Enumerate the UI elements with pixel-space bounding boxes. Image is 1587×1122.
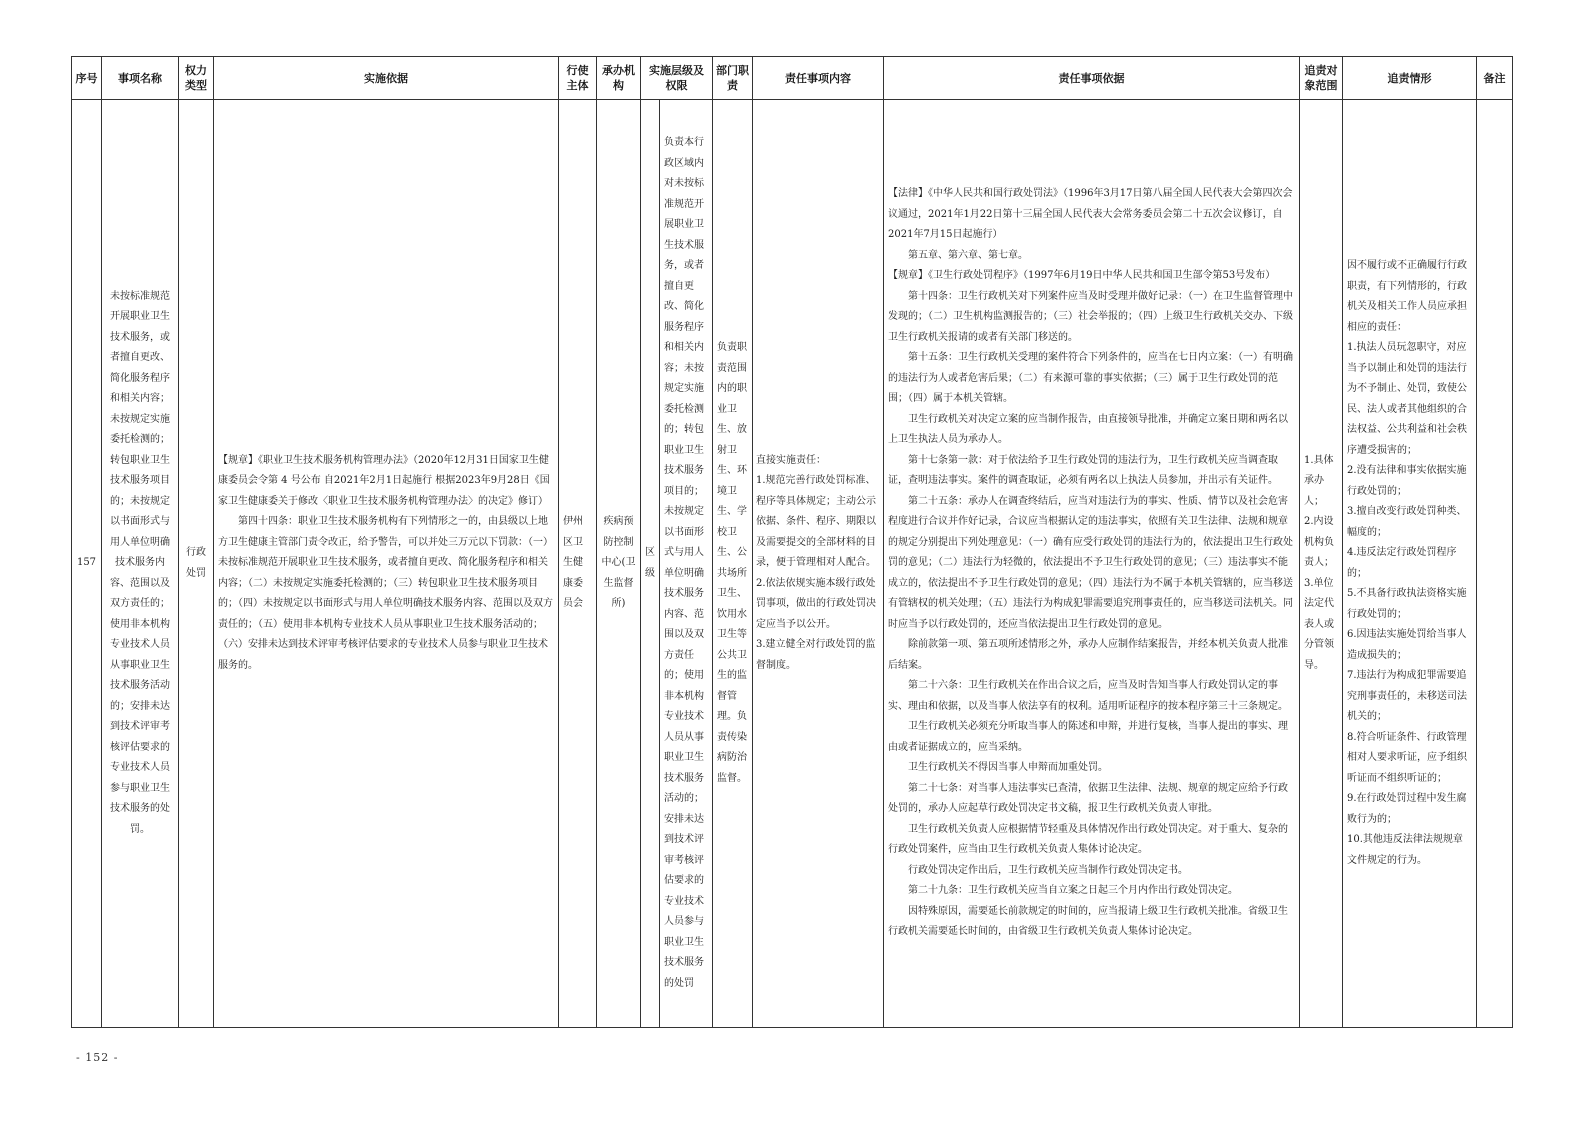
cell-basis bbox=[214, 100, 559, 1028]
resp-basis-art26-b: 卫生行政机关必须充分听取当事人的陈述和申辩，并进行复核，当事人提出的事实、理由或者证据成立的，应当采纳。 bbox=[888, 721, 1288, 753]
basis-article: 第四十四条：职业卫生技术服务机构有下列情形之一的，由县级以上地方卫生健康主管部门责令改正，给予警告，可以并处三万元以下罚款：（一）未按标准规范开展职业卫生技术服务，或者擅自更改、简化服务程序和相关内容；（二）未按规定实施委托检测的；（三）转包职业卫生技术服务项目的；（四）未按规定以书面形式与用人单位明确技术服务内容、范围以及双方责任的；（五）使用非本机构专业技术人员从事职业卫生技术服务活动的；（六）安排未达到技术评审考核评估要求的专业技术人员参与职业卫生技术服务的。 bbox=[218, 516, 553, 671]
cell-dept-duty: 负责职责范围内的职业卫生、放射卫生、环境卫生、学校卫生、公共场所卫生、饮用水卫生等公共卫生的监督管理。负责传染病防治监督。 bbox=[713, 100, 753, 1028]
cell-seq: 157 bbox=[72, 100, 102, 1028]
header-subject: 行使主体 bbox=[559, 57, 597, 100]
resp-basis-art25-b: 除前款第一项、第五项所述情形之外，承办人应制作结案报告，并经本机关负责人批准后结案。 bbox=[888, 639, 1288, 671]
cell-accountability-cases: 因不履行或不正确履行行政职责，有下列情形的，行政机关及相关工作人员应承担相应的责任： 1.执法人员玩忽职守，对应当予以制止和处罚的违法行为不予制止、处罚，致使公民、法人或者其他组织的合法权益、公共利益和社会秩序遭受损害的； 2.没有法律和事实依据实施行政处罚的； 3.擅自改变行政处罚种类、幅度的； 4.违反法定行政处罚程序的； 5.不具备行政执法资格实施行政处罚的； 6.因违法实施处罚给当事人造成损失的； 7.违法行为构成犯罪需要追究刑事责任的，未移送司法机关的； 8.符合听证条件、行政管理相对人要求听证，应予组织听证而不组织听证的； 9.在行政处罚过程中发生腐败行为的； 10.其他违反法律法规规章文件规定的行为。 bbox=[1343, 100, 1477, 1028]
cell-level-authority: 负责本行政区域内对未按标准规范开展职业卫生技术服务，或者擅自更改、简化服务程序和相关内容；未按规定实施委托检测的；转包职业卫生技术服务项目的；未按规定以书面形式与用人单位明确技术服务内容、范围以及双方责任的；使用非本机构专业技术人员从事职业卫生技术服务活动的；安排未达到技术评审考核评估要求的专业技术人员参与职业卫生技术服务的处罚 bbox=[660, 100, 713, 1028]
header-item-name: 事项名称 bbox=[102, 57, 179, 100]
header-dept-duty: 部门职责 bbox=[713, 57, 753, 100]
resp-basis-art25: 第二十五条：承办人在调查终结后，应当对违法行为的事实、性质、情节以及社会危害程度进行合议并作好记录，合议应当根据认定的违法事实，依照有关卫生法律、法规和规章的规定分别提出下列处理意见：（一）确有应受行政处罚的违法行为的，依法提出卫生行政处罚的意见；（二）违法行为轻微的，依法提出不予卫生行政处罚的意见；（三）违法事实不能成立的，依法提出不予卫生行政处罚的意见；（四）违法行为不属于本机关管辖的，应当移送有管辖权的机关处理；（五）违法行为构成犯罪需要追究刑事责任的，应当移送司法机关。同时应当予以行政处罚的，还应当依法提出卫生行政处罚的意见。 bbox=[888, 495, 1293, 630]
resp-basis-art15: 第十五条：卫生行政机关受理的案件符合下列条件的，应当在七日内立案：（一）有明确的违法行为人或者危害后果；（二）有来源可靠的事实依据；（三）属于卫生行政处罚的范围；（四）属于本机关管辖。 bbox=[888, 352, 1293, 405]
header-power-type: 权力类型 bbox=[179, 57, 214, 100]
cell-agency: 疾病预防控制中心(卫生监督所) bbox=[597, 100, 641, 1028]
header-resp-content: 责任事项内容 bbox=[753, 57, 884, 100]
resp-basis-art26-c: 卫生行政机关不得因当事人申辩而加重处罚。 bbox=[908, 762, 1108, 774]
resp-basis-art26: 第二十六条：卫生行政机关在作出合议之后，应当及时告知当事人行政处罚认定的事实、理由和依据，以及当事人依法享有的权利。适用听证程序的按本程序第三十三条规定。 bbox=[888, 680, 1288, 712]
header-accountability-cases: 追责情形 bbox=[1343, 57, 1477, 100]
cell-item-name: 未按标准规范开展职业卫生技术服务，或者擅自更改、简化服务程序和相关内容；未按规定实施委托检测的；转包职业卫生技术服务项目的；未按规定以书面形式与用人单位明确技术服务内容、范围以及双方责任的；使用非本机构专业技术人员从事职业卫生技术服务活动的；安排未达到技术评审考核评估要求的专业技术人员参与职业卫生技术服务的处罚。 bbox=[102, 100, 179, 1028]
header-level: 实施层级及权限 bbox=[641, 57, 713, 100]
cell-resp-content: 直接实施责任： 1.规范完善行政处罚标准、程序等具体规定；主动公示依据、条件、程序、期限以及需要提交的全部材料的目录，便于管理相对人配合。 2.依法依规实施本级行政处罚事项，做出的行政处罚决定应当予以公开。 3.建立健全对行政处罚的监督制度。 bbox=[753, 100, 884, 1028]
resp-basis-art29-b: 因特殊原因，需要延长前款规定的时间的，应当报请上级卫生行政机关批准。省级卫生行政机关需要延长时间的，由省级卫生行政机关负责人集体讨论决定。 bbox=[888, 905, 1288, 938]
resp-basis-art27-c: 行政处罚决定作出后，卫生行政机关应当制作行政处罚决定书。 bbox=[908, 864, 1188, 876]
resp-basis-art14: 第十四条：卫生行政机关对下列案件应当及时受理并做好记录：（一）在卫生监督管理中发现的；（二）卫生机构监测报告的；（三）社会举报的；（四）上级卫生行政机关交办、下级卫生行政机关报请的或者有关部门移送的。 bbox=[888, 290, 1293, 343]
resp-basis-law: 【法律】《中华人民共和国行政处罚法》（1996年3月17日第八届全国人民代表大会第四次会议通过，2021年1月22日第十三届全国人民代表大会常务委员会第二十五次会议修订，自2021年7月15日起施行） bbox=[888, 188, 1293, 241]
basis-source: 【规章】《职业卫生技术服务机构管理办法》（2020年12月31日国家卫生健康委员会令第 4 号公布 自2021年2月1日起施行 根据2023年9月28日《国家卫生健康委关于修改〈职业卫生技术服务机构管理办法〉的决定》修订） bbox=[218, 454, 550, 507]
table-row bbox=[72, 100, 1513, 1028]
header-accountability-scope: 追责对象范围 bbox=[1300, 57, 1343, 100]
resp-basis-chapters: 第五章、第六章、第七章。 bbox=[908, 249, 1028, 261]
header-basis: 实施依据 bbox=[214, 57, 559, 100]
responsibility-table bbox=[71, 56, 1513, 1028]
cell-power-type: 行政处罚 bbox=[179, 100, 214, 1028]
resp-basis-art15-b: 卫生行政机关对决定立案的应当制作报告，由直接领导批准，并确定立案日期和两名以上卫生执法人员为承办人。 bbox=[888, 413, 1288, 446]
resp-basis-art17: 第十七条第一款：对于依法给予卫生行政处罚的违法行为，卫生行政机关应当调查取证，查明违法事实。案件的调查取证，必须有两名以上执法人员参加，并出示有关证件。 bbox=[888, 454, 1278, 487]
header-resp-basis: 责任事项依据 bbox=[884, 57, 1300, 100]
header-remark: 备注 bbox=[1477, 57, 1513, 100]
cell-subject: 伊州区卫生健康委员会 bbox=[559, 100, 597, 1028]
resp-basis-art29: 第二十九条：卫生行政机关应当自立案之日起三个月内作出行政处罚决定。 bbox=[908, 885, 1238, 897]
cell-resp-basis bbox=[884, 100, 1300, 1028]
page-number: - 152 - bbox=[76, 1051, 119, 1064]
cell-level: 区级 bbox=[641, 100, 660, 1028]
header-agency: 承办机构 bbox=[597, 57, 641, 100]
resp-basis-regulation: 【规章】《卫生行政处罚程序》（1997年6月19日中华人民共和国卫生部令第53号发布） bbox=[888, 270, 1276, 282]
header-seq: 序号 bbox=[72, 57, 102, 100]
cell-remark bbox=[1477, 100, 1513, 1028]
header-row bbox=[72, 57, 1513, 100]
resp-basis-art27: 第二十七条：对当事人违法事实已查清，依据卫生法律、法规、规章的规定应给予行政处罚的，承办人应起草行政处罚决定书文稿，报卫生行政机关负责人审批。 bbox=[888, 782, 1288, 815]
cell-accountability-scope: 1.具体承办人； 2.内设机构负责人； 3.单位法定代表人或分管领导。 bbox=[1300, 100, 1343, 1028]
resp-basis-art27-b: 卫生行政机关负责人应根据情节轻重及具体情况作出行政处罚决定。对于重大、复杂的行政处罚案件，应当由卫生行政机关负责人集体讨论决定。 bbox=[888, 823, 1288, 856]
